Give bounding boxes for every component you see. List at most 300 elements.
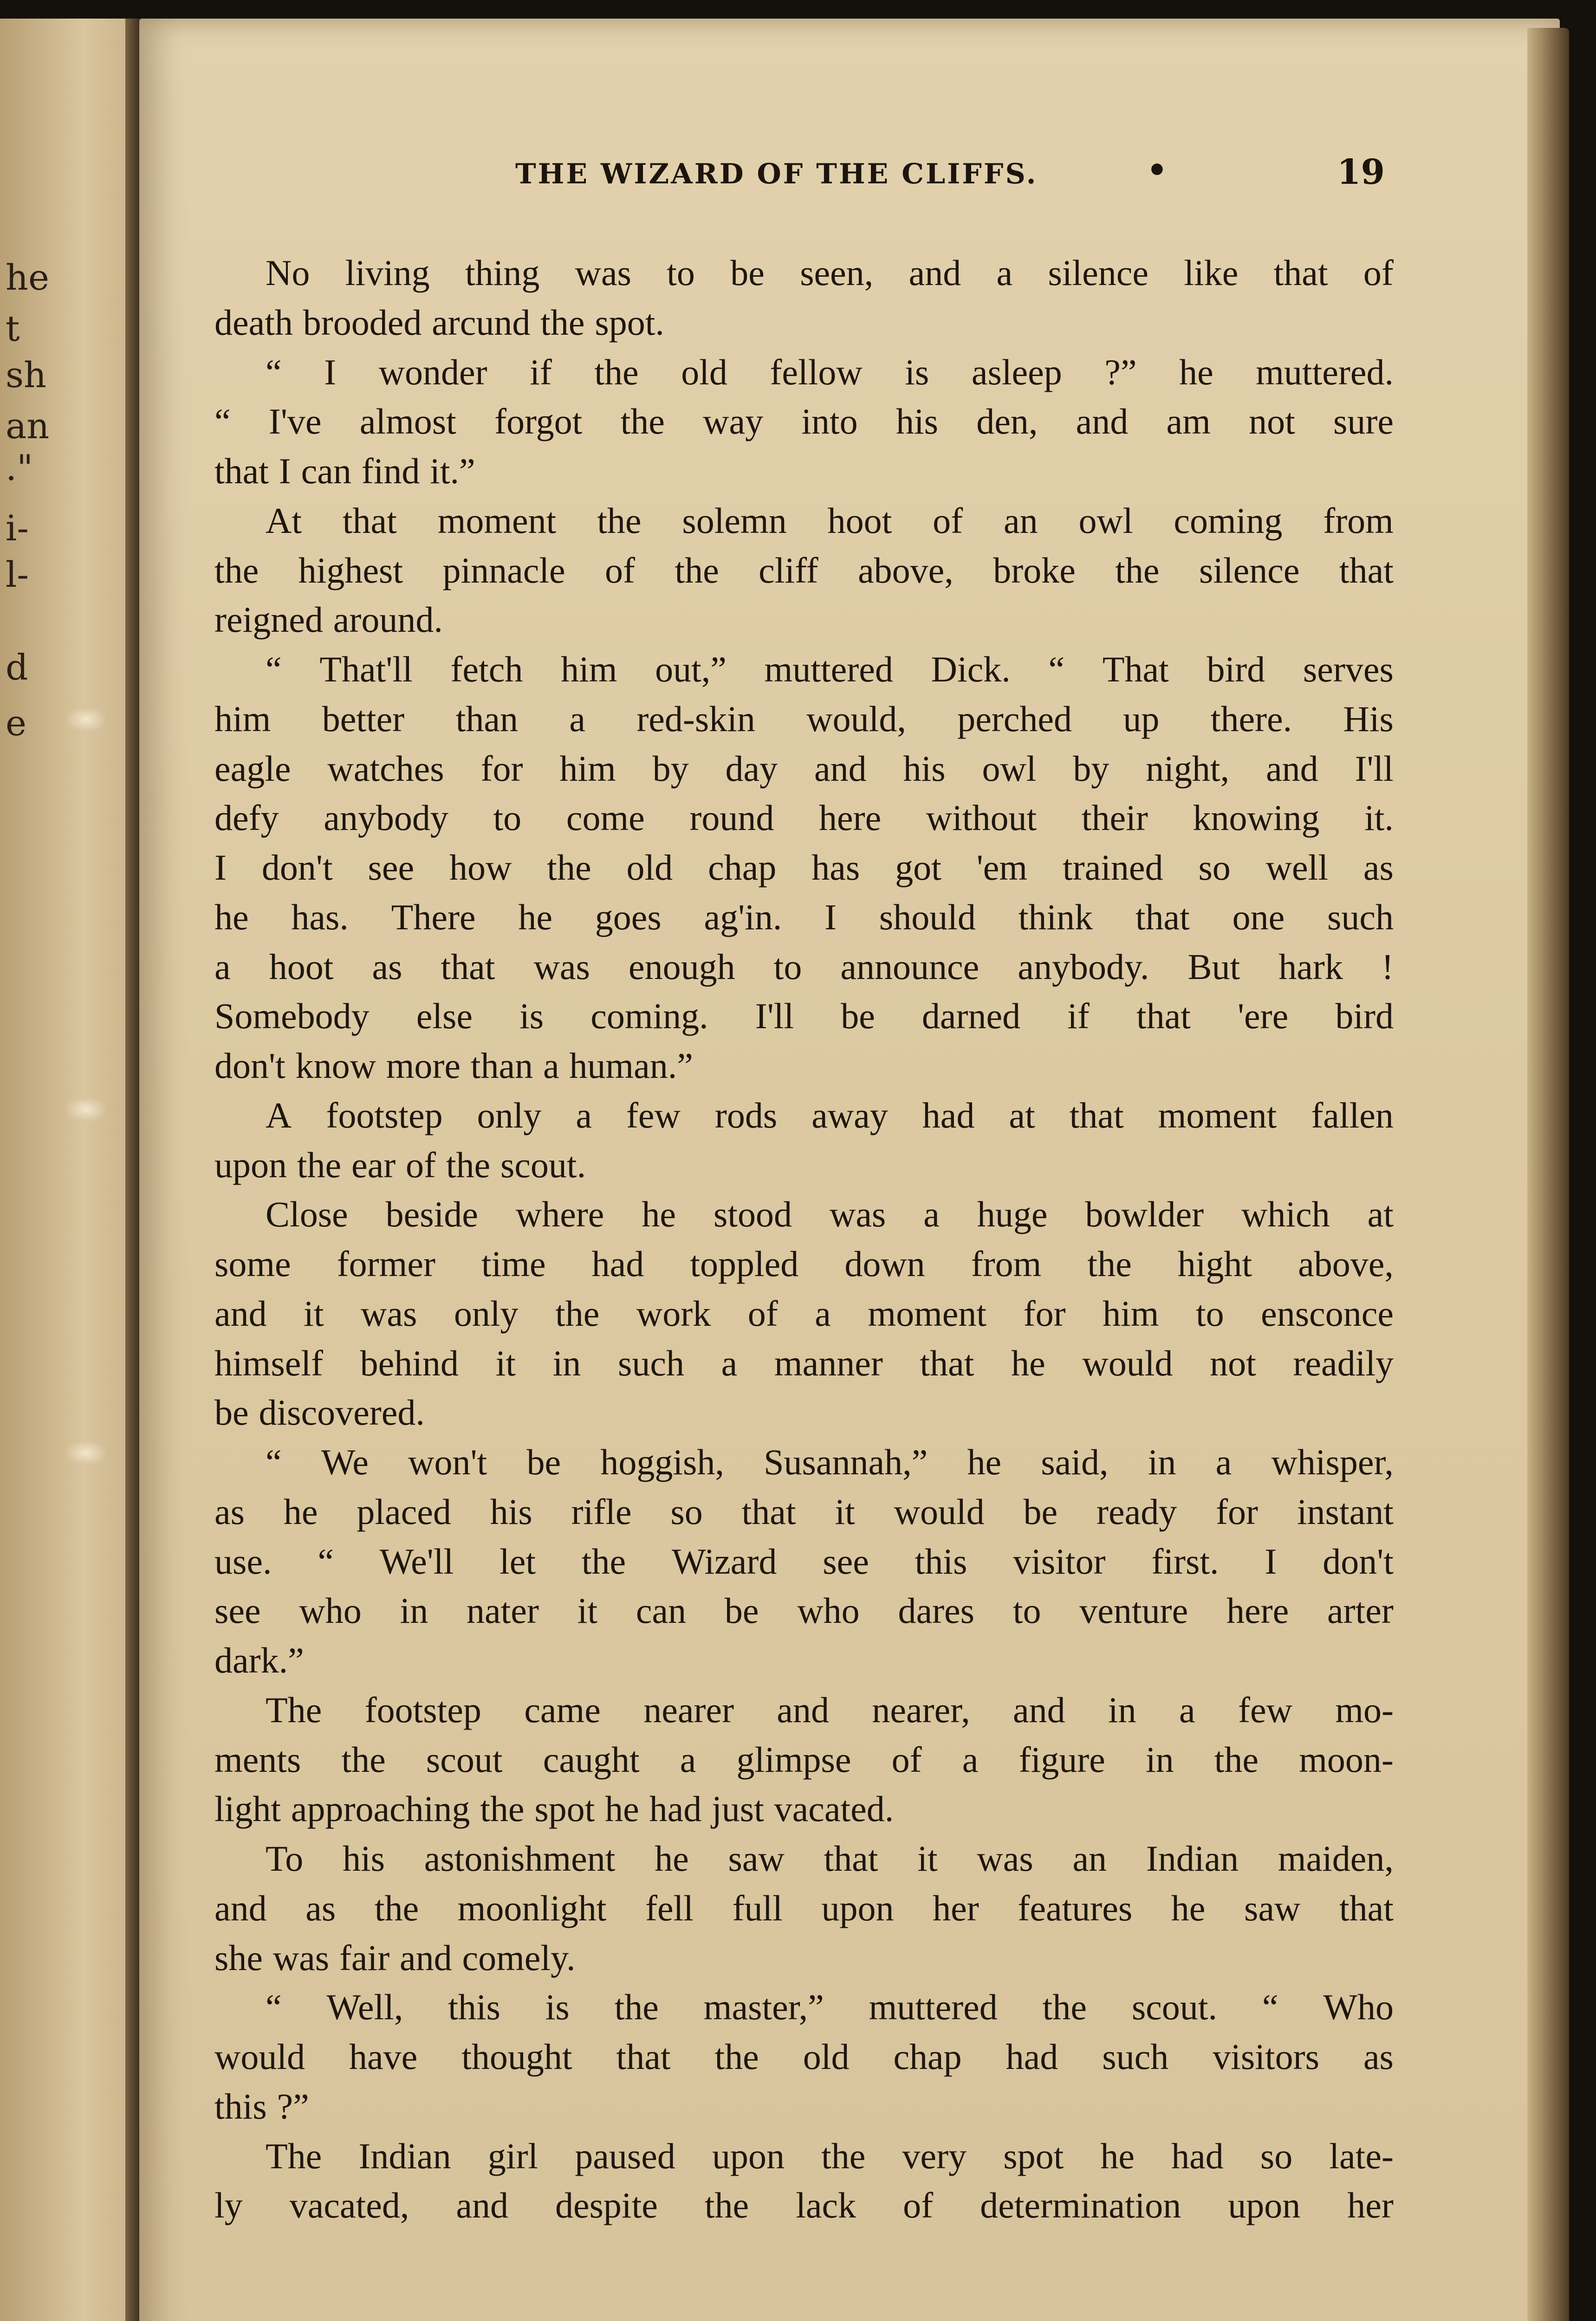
word: I [279, 451, 291, 491]
word: was [361, 1293, 417, 1334]
word: to [493, 797, 522, 838]
word: readily [1293, 1342, 1394, 1383]
word: anybody [324, 797, 448, 838]
text-line [214, 1686, 1394, 1735]
word: and [777, 1689, 830, 1730]
word: see [214, 1590, 261, 1631]
word: in [1108, 1689, 1136, 1730]
word: him [559, 748, 616, 789]
page-tear-mark [65, 706, 107, 733]
word: mo- [1335, 1689, 1394, 1730]
word: she [214, 1937, 263, 1978]
word: I've [268, 401, 322, 442]
text-line [214, 298, 1394, 348]
word: who [797, 1590, 860, 1631]
word: Wizard [671, 1541, 777, 1582]
word: let [500, 1541, 536, 1582]
text-line [214, 1239, 1394, 1289]
word: that [1339, 550, 1394, 590]
word: such [1327, 896, 1394, 937]
word: of [891, 1739, 922, 1780]
word: arcund [432, 302, 531, 343]
word: the [555, 1293, 600, 1334]
word: huge [977, 1194, 1048, 1235]
word: coming [1174, 500, 1283, 541]
word: Indian [358, 2135, 451, 2176]
word: as [1363, 2036, 1394, 2077]
word: away [811, 1095, 888, 1135]
page-tear-mark [65, 1096, 107, 1123]
word: the [214, 550, 259, 590]
word: hoggish, [600, 1442, 724, 1482]
word: the [1087, 1244, 1132, 1284]
word: ?” [1104, 351, 1137, 392]
word: it.” [430, 451, 475, 491]
text-line [214, 1438, 1394, 1487]
word: few [626, 1095, 681, 1135]
text-line [214, 496, 1394, 546]
word: the [1214, 1739, 1259, 1780]
word: spot. [595, 302, 664, 343]
word: of [747, 1293, 778, 1334]
word: of [406, 1144, 436, 1185]
word: paused [575, 2135, 675, 2176]
word: glimpse [736, 1739, 851, 1780]
word: bird [1207, 649, 1265, 689]
word: it [835, 1491, 855, 1532]
page-number: 19 [1337, 152, 1385, 192]
word: for [1023, 1293, 1066, 1334]
word: don't [214, 1045, 285, 1086]
word: the [620, 401, 665, 442]
word: light [214, 1789, 281, 1829]
word: ready [1096, 1491, 1177, 1532]
word: would [894, 1491, 985, 1532]
word: “ [266, 1987, 282, 2028]
word: the [594, 351, 639, 392]
word: would [1082, 1342, 1173, 1383]
word: red-skin [636, 698, 755, 739]
word: had [649, 1789, 702, 1829]
word: trained [1062, 847, 1163, 888]
word: comely. [462, 1937, 576, 1978]
word: Well, [326, 1987, 403, 2028]
text-line [214, 1636, 1394, 1686]
word: at [1367, 1194, 1394, 1235]
word: toppled [690, 1244, 799, 1284]
word: a [815, 1293, 831, 1334]
word: goes [595, 896, 662, 937]
word: would [214, 2036, 305, 2077]
word: I [324, 351, 337, 392]
word: else [416, 996, 473, 1037]
word: so [1198, 847, 1231, 888]
word: in [1145, 1739, 1174, 1780]
word: by [1073, 748, 1109, 789]
word: up [1123, 698, 1160, 739]
word: I [1265, 1541, 1277, 1582]
word: ! [1381, 946, 1394, 987]
word: be [841, 996, 875, 1037]
text-line [214, 1784, 1394, 1834]
word: I'll [1355, 748, 1394, 789]
word: There [391, 896, 476, 937]
word: fetch [450, 649, 523, 689]
word: silence [1048, 253, 1149, 293]
word: as [372, 946, 402, 987]
previous-page-text-fragment: he [6, 257, 49, 298]
word: the [547, 847, 591, 888]
word: night, [1146, 748, 1230, 789]
word: brooded [303, 302, 422, 343]
word: had [922, 1095, 975, 1135]
word: like [1184, 253, 1239, 293]
word: ensconce [1261, 1293, 1394, 1334]
word: his [342, 1838, 385, 1879]
word: vacated. [774, 1789, 894, 1829]
text-line [214, 397, 1394, 447]
word: hoot [827, 500, 892, 541]
text-line [214, 893, 1394, 942]
word: I [214, 847, 227, 888]
word: as [214, 1491, 245, 1532]
word: lack [796, 2185, 856, 2226]
word: around. [333, 599, 443, 640]
word: that [920, 1342, 974, 1383]
word: a [721, 1342, 738, 1383]
word: the [581, 1541, 626, 1582]
word: don't [261, 847, 333, 888]
word: maiden, [1278, 1838, 1394, 1879]
previous-page-text-fragment: sh [6, 354, 46, 395]
word: that [214, 451, 269, 491]
word: nater [467, 1590, 539, 1631]
word: who [299, 1590, 362, 1631]
word: ments [214, 1739, 301, 1780]
word: We [321, 1442, 369, 1482]
word: the [614, 1987, 659, 2028]
word: he [1100, 2135, 1135, 2176]
text-line [214, 1289, 1394, 1339]
word: moment [868, 1293, 987, 1334]
word: master,” [703, 1987, 824, 2028]
word: the [341, 1739, 386, 1780]
word: think [1018, 896, 1093, 937]
word: 'em [976, 847, 1028, 888]
word: muttered [869, 1987, 998, 2028]
word: The [266, 2135, 322, 2176]
word: footstep [326, 1095, 443, 1135]
word: broke [993, 550, 1076, 590]
previous-page-text-fragment: t [6, 308, 20, 349]
word: “ [266, 649, 282, 689]
word: a [923, 1194, 940, 1235]
word: him [561, 649, 617, 689]
word: only [477, 1095, 542, 1135]
word: a [569, 698, 585, 739]
word: that [1136, 996, 1191, 1037]
word: it [304, 1293, 324, 1334]
word: and [908, 253, 961, 293]
word: the [374, 1887, 419, 1928]
word: owl [1078, 500, 1133, 541]
word: nearer, [872, 1689, 970, 1730]
word: seen, [800, 253, 874, 293]
word: That'll [319, 649, 413, 689]
word: more [386, 1045, 461, 1086]
word: highest [298, 550, 403, 590]
word: round [689, 797, 774, 838]
word: not [1249, 401, 1295, 442]
word: “ [266, 351, 282, 392]
word: scout [426, 1739, 503, 1780]
word: full [732, 1887, 783, 1928]
word: astonishment [424, 1838, 616, 1879]
body-text [214, 248, 1394, 2230]
word: Dick. [931, 649, 1011, 689]
word: came [524, 1689, 601, 1730]
word: A [266, 1095, 292, 1135]
word: “ [266, 1442, 282, 1482]
word: the [480, 1789, 525, 1829]
word: human.” [569, 1045, 693, 1086]
word: saw [1244, 1887, 1301, 1928]
word: spot [534, 1789, 595, 1829]
text-line [214, 1041, 1394, 1091]
word: a [962, 1739, 979, 1780]
word: know [295, 1045, 376, 1086]
word: watches [327, 748, 444, 789]
word: Susannah,” [764, 1442, 928, 1482]
word: enough [628, 946, 735, 987]
text-line [214, 1091, 1394, 1141]
word: despite [555, 2185, 658, 2226]
word: just [712, 1789, 764, 1829]
word: be [526, 1442, 561, 1482]
word: him [1103, 1293, 1159, 1334]
text-line [214, 348, 1394, 397]
previous-page-text-fragment: an [6, 405, 50, 447]
word: Somebody [214, 996, 370, 1037]
word: had [591, 1244, 644, 1284]
word: venture [1079, 1590, 1188, 1631]
word: beside [385, 1194, 478, 1235]
page-tear-mark [65, 1439, 107, 1467]
word: dark.” [214, 1640, 304, 1680]
text-line [214, 1388, 1394, 1438]
word: old [803, 2036, 850, 2077]
text-line [214, 1983, 1394, 2032]
word: solemn [682, 500, 787, 541]
word: one [1232, 896, 1285, 937]
word: asleep [971, 351, 1062, 392]
word: in [1148, 1442, 1176, 1482]
word: upon [712, 2135, 785, 2176]
text-line [214, 248, 1394, 298]
word: girl [487, 2135, 538, 2176]
word: for [480, 748, 523, 789]
page-stack-edge [1527, 28, 1569, 2321]
word: time [481, 1244, 546, 1284]
word: the [1042, 1987, 1087, 2028]
word: is [519, 996, 544, 1037]
word: am [1166, 401, 1211, 442]
word: has. [291, 896, 349, 937]
word: scout. [1131, 1987, 1217, 2028]
word: that [1135, 896, 1190, 937]
word: reigned [214, 599, 323, 640]
word: old [626, 847, 673, 888]
running-head-mark: • [1147, 151, 1168, 189]
word: so [1260, 2135, 1293, 2176]
word: former [337, 1244, 435, 1284]
word: was [272, 1937, 330, 1978]
word: visitors [1213, 2036, 1319, 2077]
word: as [1363, 847, 1394, 888]
previous-page-text-fragment: e [6, 702, 26, 744]
word: the [597, 500, 642, 541]
word: eagle [214, 748, 291, 789]
text-line [214, 1339, 1394, 1388]
text-line [214, 595, 1394, 645]
word: thought [461, 2036, 572, 2077]
word: by [652, 748, 689, 789]
running-head: THE WIZARD OF THE CLIFFS. [515, 158, 1038, 190]
word: above, [858, 550, 954, 590]
word: he [1011, 1342, 1045, 1383]
word: it [495, 1342, 516, 1383]
word: vacated, [289, 2185, 409, 2226]
word: pinnacle [442, 550, 565, 590]
word: thing [465, 253, 540, 293]
word: has [811, 847, 860, 888]
word: of [933, 500, 963, 541]
word: to [773, 946, 802, 987]
word: the [704, 2185, 749, 2226]
word: at [1009, 1095, 1035, 1135]
word: Who [1323, 1987, 1394, 2028]
word: rifle [571, 1491, 632, 1532]
word: above, [1298, 1244, 1394, 1284]
word: wonder [378, 351, 487, 392]
word: 'ere [1237, 996, 1289, 1037]
word: here [1226, 1590, 1289, 1631]
word: To [266, 1838, 304, 1879]
text-line [214, 1735, 1394, 1785]
word: knowing [1193, 797, 1320, 838]
word: out,” [655, 649, 727, 689]
previous-page-text-fragment: d [6, 647, 28, 688]
word: be [724, 1590, 759, 1631]
word: old [681, 351, 727, 392]
word: first. [1151, 1541, 1219, 1582]
word: he [642, 1194, 676, 1235]
word: determination [980, 2185, 1181, 2226]
word: his [490, 1491, 532, 1532]
word: there. [1210, 698, 1292, 739]
word: the [297, 1144, 342, 1185]
word: himself [214, 1342, 323, 1383]
word: The [266, 1689, 322, 1730]
word: few [1238, 1689, 1292, 1730]
text-line [214, 2032, 1394, 2082]
word: defy [214, 797, 279, 838]
word: if [1067, 996, 1090, 1037]
word: where [515, 1194, 604, 1235]
word: an [1004, 500, 1038, 541]
word: spot [1003, 2135, 1064, 2176]
word: late- [1329, 2135, 1394, 2176]
word: living [345, 253, 430, 293]
word: to [1195, 1293, 1224, 1334]
word: well [1265, 847, 1328, 888]
word: death [214, 302, 293, 343]
word: den, [976, 401, 1038, 442]
previous-page-text-fragment: ." [6, 447, 33, 488]
word: sure [1333, 401, 1394, 442]
word: have [349, 2036, 418, 2077]
word: But [1187, 946, 1240, 987]
word: fell [645, 1887, 694, 1928]
word: got [895, 847, 941, 888]
word: the [446, 1144, 491, 1185]
word: upon [1228, 2185, 1301, 2226]
text-line [214, 1586, 1394, 1636]
word: upon [214, 1144, 287, 1185]
word: had [1006, 2036, 1058, 2077]
word: some [214, 1244, 291, 1284]
word: of [903, 2185, 934, 2226]
word: coming. [590, 996, 708, 1037]
text-line [214, 2132, 1394, 2181]
word: here [819, 797, 882, 838]
word: a [543, 1045, 559, 1086]
word: that [741, 1491, 796, 1532]
previous-page-text-fragment: l- [6, 554, 29, 595]
word: don't [1323, 1541, 1394, 1582]
word: Close [266, 1194, 348, 1235]
word: can [636, 1590, 687, 1631]
text-line [214, 645, 1394, 694]
text-line [214, 992, 1394, 1041]
word: That [1102, 649, 1169, 689]
word: an [1072, 1838, 1107, 1879]
word: it [917, 1838, 938, 1879]
word: how [449, 847, 512, 888]
word: he [283, 1491, 318, 1532]
word: moment [437, 500, 557, 541]
word: down [844, 1244, 925, 1284]
word: see [368, 847, 415, 888]
word: that [1273, 253, 1328, 293]
word: I'll [755, 996, 794, 1037]
text-line [214, 843, 1394, 893]
word: At [266, 500, 302, 541]
word: and [1076, 401, 1129, 442]
word: footstep [364, 1689, 481, 1730]
word: and [1265, 748, 1318, 789]
word: hoot [269, 946, 334, 987]
word: announce [840, 946, 980, 987]
word: their [1081, 797, 1148, 838]
word: cliff [759, 550, 818, 590]
word: this [214, 2086, 267, 2127]
word: figure [1019, 1739, 1105, 1780]
word: be [730, 253, 765, 293]
word: to [1012, 1590, 1041, 1631]
word: a [680, 1739, 696, 1780]
word: had [1171, 2135, 1224, 2176]
